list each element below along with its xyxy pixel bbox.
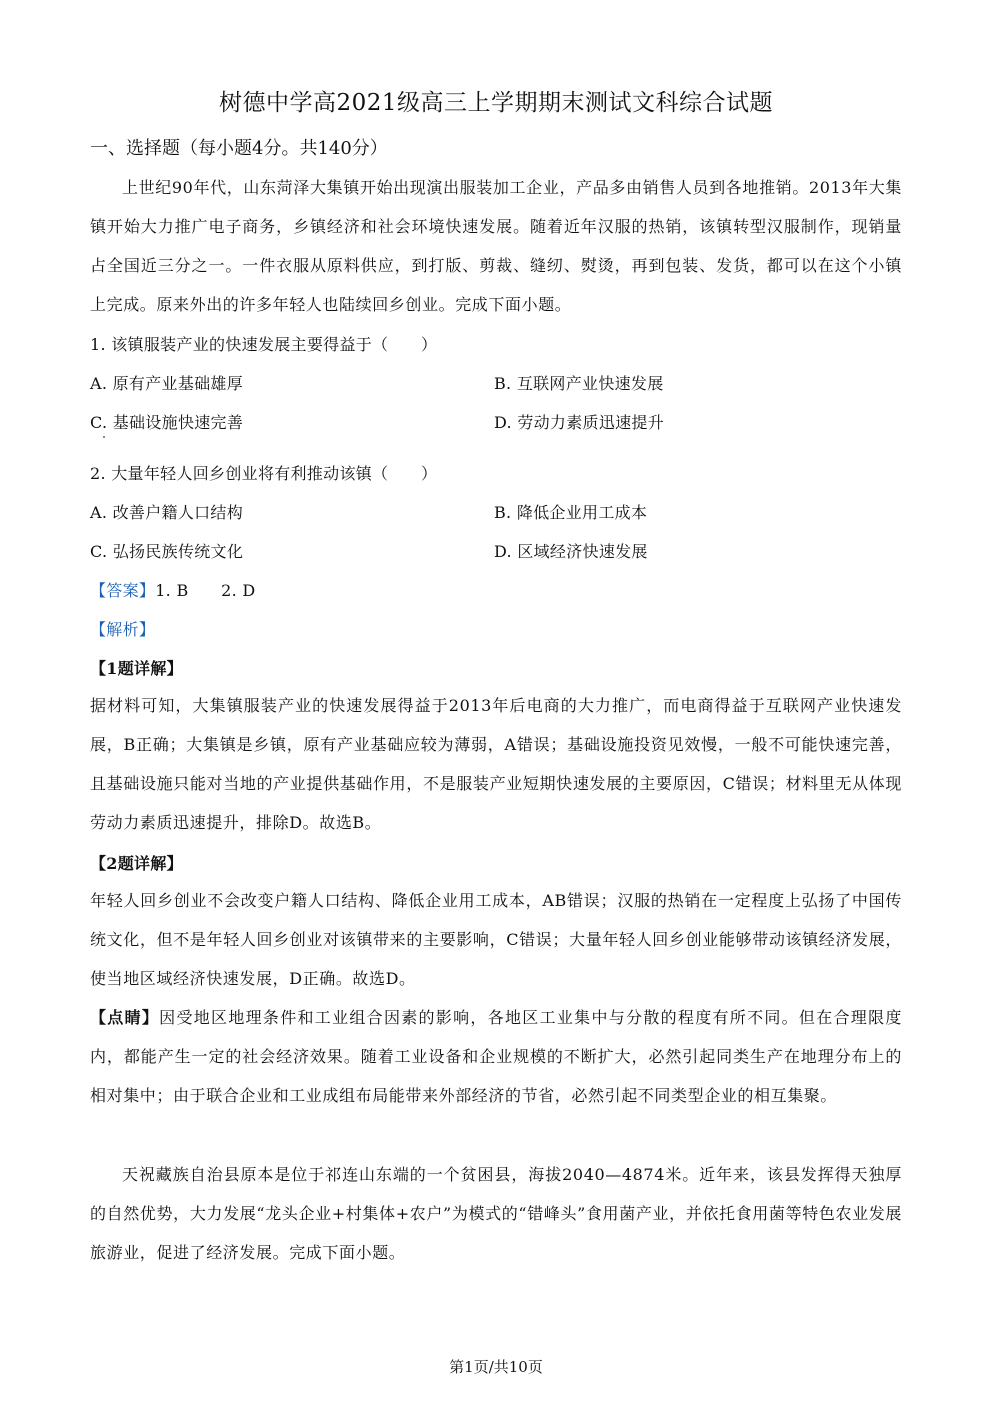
question-2-option-a: A. 改善户籍人口结构 [90,503,244,522]
pointing-label: 【点睛】 [90,1008,160,1027]
question-1-option-a: A. 原有产业基础雄厚 [90,374,244,393]
answer-label: 【答案】 [90,581,156,600]
stray-dot-mark [103,436,105,438]
material-passage-2: 天祝藏族自治县原本是位于祁连山东端的一个贫困县，海拔2040—4874米。近年来，该县发挥得天独厚的自然优势，大力发展“龙头企业+村集体+农户”为模式的“错峰头”食用菌产业，并依托食用菌等特色农业发展旅游业，促进了经济发展。完成下面小题。 [90,1165,902,1262]
answer-line [90,578,256,601]
pointing-paragraph [90,998,902,1115]
detail-2-text: 年轻人回乡创业不会改变户籍人口结构、降低企业用工成本，AB错误；汉服的热销在一定程度上弘扬了中国传统文化，但不是年轻人回乡创业对该镇带来的主要影响，C错误；大量年轻人回乡创业能够带动该镇经济发展，使当地区域经济快速发展，D正确。故选D。 [90,891,902,988]
question-2-stem: 2. 大量年轻人回乡创业将有利推动该镇（ ） [90,464,438,483]
page-title: 树德中学高2021级高三上学期期末测试文科综合试题 [218,90,774,116]
detail-2-heading: 【2题详解】 [90,854,183,873]
detail-1-heading: 【1题详解】 [90,659,183,678]
pointing-text: 因受地区地理条件和工业组合因素的影响，各地区工业集中与分散的程度有所不同。但在合理限度内，都能产生一定的社会经济效果。随着工业设备和企业规模的不断扩大，必然引起同类生产在地理分布上的相对集中；由于联合企业和工业成组布局能带来外部经济的节省，必然引起不同类型企业的相互集聚。 [90,1008,902,1105]
question-1-stem: 1. 该镇服装产业的快速发展主要得益于（ ） [90,335,438,354]
page-footer: 第1页/共10页 [449,1358,543,1376]
question-1-option-d: D. 劳动力素质迅速提升 [494,413,665,432]
question-2-option-b: B. 降低企业用工成本 [494,503,648,522]
question-2-option-d: D. 区域经济快速发展 [494,542,648,561]
question-1-option-b: B. 互联网产业快速发展 [494,374,664,393]
section-heading: 一、选择题（每小题4分。共140分） [90,138,388,159]
analysis-label: 【解析】 [90,620,156,639]
question-2-option-c: C. 弘扬民族传统文化 [90,542,244,561]
material-passage-1: 上世纪90年代，山东菏泽大集镇开始出现演出服装加工企业，产品多由销售人员到各地推销。2013年大集镇开始大力推广电子商务，乡镇经济和社会环境快速发展。随着近年汉服的热销，该镇转型汉服制作，现销量占全国近三分之一。一件衣服从原料供应，到打版、剪裁、缝纫、熨烫，再到包装、发货，都可以在这个小镇上完成。原来外出的许多年轻人也陆续回乡创业。完成下面小题。 [90,178,902,314]
answer-value: 1. B 2. D [155,581,256,600]
question-1-option-c: C. 基础设施快速完善 [90,413,244,432]
detail-1-text: 据材料可知，大集镇服装产业的快速发展得益于2013年后电商的大力推广，而电商得益于互联网产业快速发展，B正确；大集镇是乡镇，原有产业基础应较为薄弱，A错误；基础设施投资见效慢，一般不可能快速完善，且基础设施只能对当地的产业提供基础作用，不是服装产业短期快速发展的主要原因，C错误；材料里无从体现劳动力素质迅速提升，排除D。故选B。 [90,696,902,832]
